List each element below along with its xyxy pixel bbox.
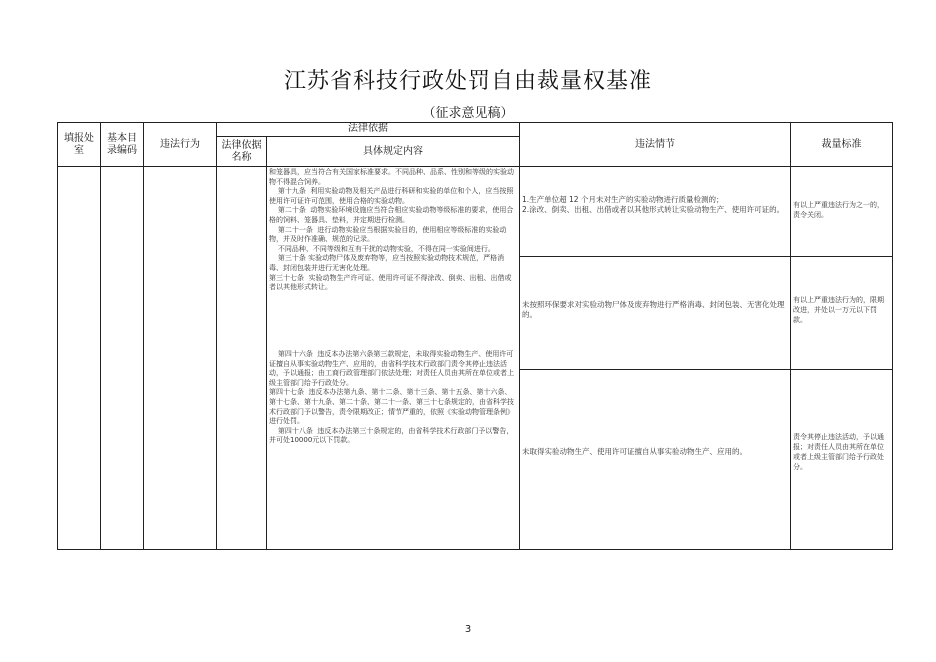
header-law-name: 法律依据名称 [221,139,262,163]
row-divider-1 [519,256,893,257]
header-behavior: 违法行为 [160,139,200,150]
circumstance-row-1: 1.生产单位超 12 个月未对生产的实验动物进行质量检测的； 2.涂改、倒卖、出租、出借或者以其他形式转让实验动物生产、使用许可证的。 [522,195,785,214]
table-border-left [57,122,58,550]
col-line-6 [790,122,791,550]
page-subtitle: （征求意见稿） [422,106,514,121]
header-circumstance: 违法情节 [635,139,675,150]
col-line-4 [266,136,267,550]
header-content: 具体规定内容 [363,145,423,157]
header-divider [57,166,893,167]
header-dept: 填报处室 [64,133,94,156]
header-code: 基本目录编码 [107,133,137,156]
standard-row-3: 责令其停止违法活动，予以通报；对责任人员由其所在单位或者上级主管部门给予行政处分。 [793,433,884,471]
col-line-1 [100,122,101,550]
page-title: 江苏省科技行政处罚自由裁量权基准 [283,69,652,94]
header-legal-basis: 法律依据 [348,123,388,134]
circumstance-row-2: 未按照环保要求对实验动物尸体及废弃物进行严格消毒、封闭包装、无害化处理的。 [522,300,785,319]
standard-row-1: 有以上严重违法行为之一的，责令关闭。 [793,201,884,219]
col-line-2 [143,122,144,550]
row-divider-2 [519,369,893,370]
circumstance-row-3: 未取得实验动物生产、使用许可证擅自从事实验动物生产、应用的。 [522,447,747,456]
legal-content-text-2: 第四十六条 违反本办法第六条第三款规定，未取得实验动物生产、使用许可证擅自从事实验动物生产、应用的，由省科学技术行政部门责令其停止违法活动，予以通报；由工商行政管理部门依法处理；对责任人员由其所在单位或者上级主管部门给予行政处分。 第四十七条 违反本办法第九条、第十二条、第十三条、第十五条、第十六条、第十七条、第十九条、第二十条、第二十一条、第三十七条规定的，由省科学技术行政部门予以警告，责令限期改正；情节严重的，依照《实验动物管理条例》进行处罚。 第四十八条 违反本办法第三十条规定的，由省科学技术行政部门予以警告，并可处10000元以下罚款。 [269,350,514,445]
standard-row-2: 有以上严重违法行为的，限期改进，并处以一万元以下罚款。 [793,296,884,324]
penalty-table [57,122,893,550]
page-number: 3 [464,624,472,635]
table-border-bottom [57,549,893,550]
legal-content-text: 和笼器具，应当符合有关国家标准要求。不同品种、品系、性别和等级的实验动物不得混合饲养。 第十九条 利用实验动物及相关产品进行科研和实验的单位和个人，应当按照使用许可证许可范围，使用合格的实验动物。 第二十条 动物实验环境设施应当符合相应实验动物等级标准的要求，使用合格的饲料、笼器具、垫料，并定期进行检测。 第二十一条 进行动物实验应当根据实验目的，使用相应等级标准的实验动物，并及时作准确、规范的记录。 不同品种、不同等级和互有干扰的动物实验，不得在同一实验间进行。 第三十条 实验动物尸体及废弃物等，应当按照实验动物技术规范，严格消毒、封闭包装并进行无害化处理。 第三十七条 实验动物生产许可证、使用许可证不得涂改、倒卖、出租、出借或者以其他形式转让。 [269,168,514,292]
table-border-right [892,122,893,550]
header-standard: 裁量标准 [821,139,862,150]
col-line-3 [216,122,217,550]
col-line-5 [519,122,520,550]
